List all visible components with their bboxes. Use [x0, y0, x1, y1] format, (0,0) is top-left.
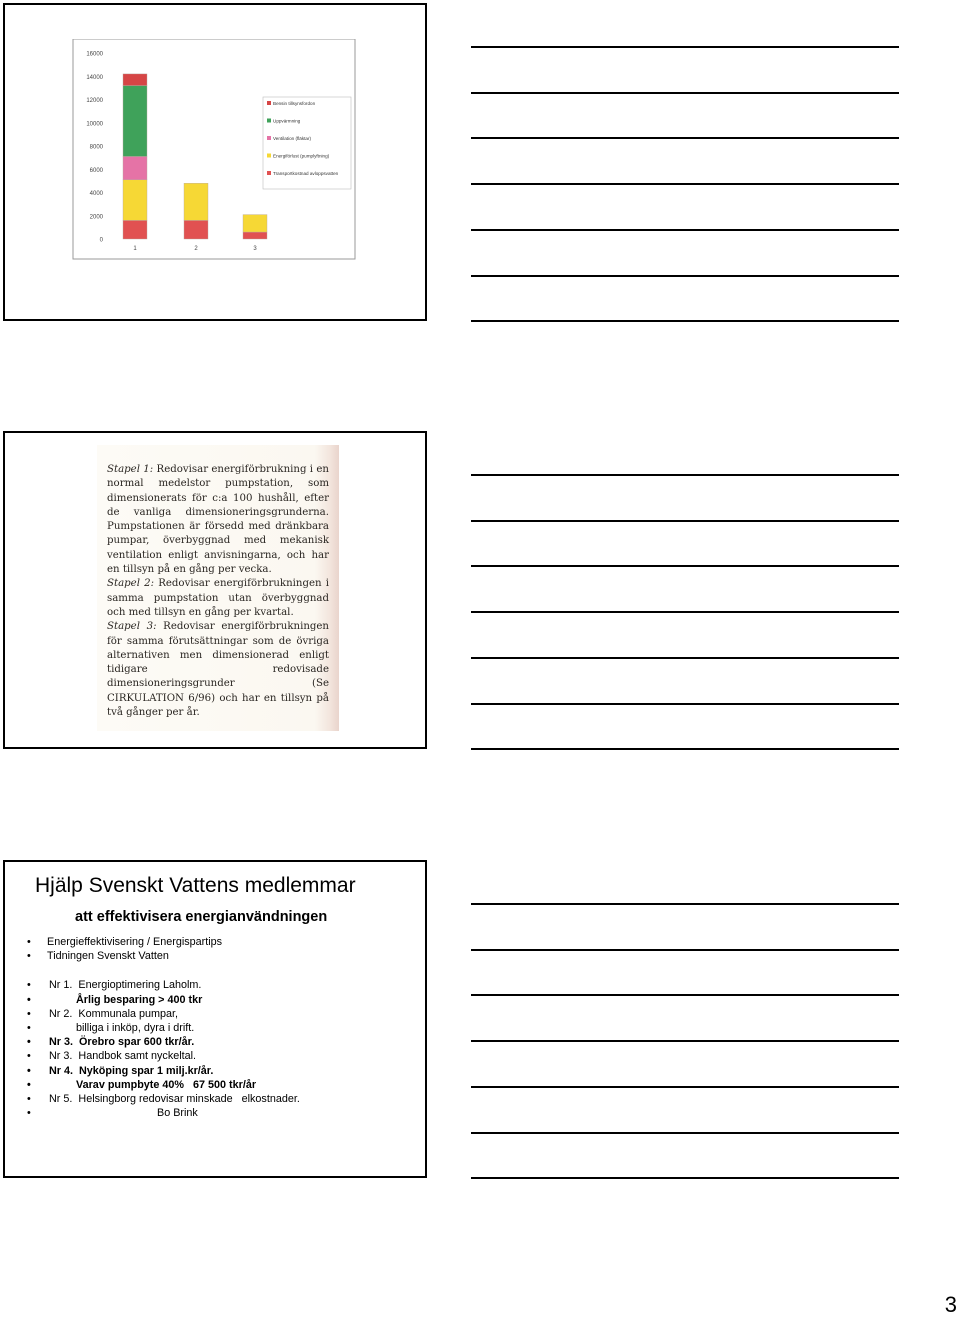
note-line	[471, 903, 899, 905]
list-item: • Nr 2. Kommunala pumpar,	[27, 1007, 179, 1020]
y-tick-label: 12000	[86, 98, 103, 104]
slide-title: Hjälp Svenskt Vattens medlemmar	[35, 874, 356, 897]
scan-paragraph-1	[107, 463, 329, 577]
list-item: • Nr 3. Örebro spar 600 tkr/år.	[27, 1036, 195, 1049]
list-item: • billiga i inköp, dyra i drift.	[27, 1021, 195, 1034]
list-item: • Energieffektivisering / Energispartips	[27, 936, 223, 948]
note-line	[471, 275, 899, 277]
bar-segment	[123, 86, 147, 157]
bar-segment	[123, 74, 147, 86]
legend-swatch	[267, 101, 271, 105]
slide-subtitle: att effektivisera energianvändningen	[75, 909, 328, 925]
note-line	[471, 611, 899, 613]
note-line	[471, 949, 899, 951]
stapel-1-text: Redovisar energiförbrukning i en normal medelstor pumpstation, som dimensionerats för c:a 100 hushåll, efter de vanliga dimensioneringsgrunderna. Pumpstationen är försedd med dränkbara pumpar, överbyggnad med mekanisk ventilation enligt anvisningarna, och har en tillsyn på en gång per vecka.	[107, 464, 329, 576]
bar-segment	[243, 232, 267, 239]
stapel-2-label: Stapel 2:	[107, 578, 155, 590]
note-line	[471, 1040, 899, 1042]
y-tick-label: 6000	[89, 167, 103, 174]
note-line	[471, 137, 899, 139]
list-item: • Nr 1. Energioptimering Laholm.	[27, 979, 202, 992]
list-item: • Tidningen Svenskt Vatten	[27, 950, 169, 963]
list-item: • Nr 3. Handbok samt nyckeltal.	[27, 1050, 197, 1063]
y-tick-label: 2000	[89, 214, 103, 221]
bar-segment	[184, 220, 208, 239]
scan-paragraph-3	[107, 620, 329, 720]
legend-label: Transportkostnad avloppsvatten	[273, 171, 339, 176]
slide-2-scan	[3, 431, 427, 749]
scanned-article	[97, 445, 339, 731]
legend-label: Energiförlust (pumplyftning)	[273, 153, 330, 159]
bullet-list	[27, 935, 427, 1120]
legend-swatch	[267, 171, 271, 175]
list-item: • Bo Brink	[27, 1107, 198, 1120]
page-number: 3	[944, 1292, 957, 1317]
y-tick-label: 16000	[86, 51, 103, 58]
stapel-2-text: Redovisar energiförbrukningen i samma pumpstation utan överbyggnad och med tillsyn en gång per kvartal.	[107, 578, 329, 618]
legend-swatch	[267, 119, 271, 123]
bar-segment	[243, 215, 267, 232]
note-line	[471, 565, 899, 567]
x-tick-label: 1	[133, 246, 137, 252]
slide-3-text	[3, 860, 427, 1178]
note-line	[471, 520, 899, 522]
note-line	[471, 1177, 899, 1179]
note-line	[471, 229, 899, 231]
note-line	[471, 1132, 899, 1134]
y-tick-label: 0	[99, 237, 103, 244]
list-item: • Nr 4. Nyköping spar 1 milj.kr/år.	[27, 1064, 214, 1077]
bar-segment	[184, 183, 208, 220]
x-tick-label: 2	[194, 246, 198, 252]
legend-swatch	[267, 136, 271, 140]
list-item: • Varav pumpbyte 40% 67 500 tkr/år	[27, 1078, 257, 1091]
x-tick-label: 3	[253, 246, 257, 252]
stapel-3-text: Redovisar energiförbrukningen för samma förutsättningar som de övriga alternativen men dimensionerad enligt tidigare redovisade dimensioneringsgrunder (Se CIRKULATION 6/96) och har en tillsyn på två gånger per år.	[107, 621, 329, 719]
note-line	[471, 657, 899, 659]
note-line	[471, 320, 899, 322]
note-line	[471, 994, 899, 996]
legend-label: Bensin tillsynsfordon	[273, 101, 316, 106]
y-tick-label: 8000	[89, 144, 103, 151]
note-line	[471, 92, 899, 94]
legend-swatch	[267, 154, 271, 158]
y-tick-label: 4000	[89, 191, 103, 197]
note-line	[471, 1086, 899, 1088]
note-line	[471, 46, 899, 48]
legend-label: Ventilation (fläktar)	[273, 136, 312, 141]
slide-1-chart	[3, 3, 427, 321]
y-tick-label: 10000	[86, 121, 103, 128]
bar-segment	[123, 156, 147, 179]
stapel-1-label: Stapel 1:	[107, 464, 154, 475]
legend-label: Uppvärmning	[273, 118, 301, 124]
scan-paragraph-2	[107, 577, 329, 620]
stacked-bar-chart	[65, 39, 365, 269]
list-item: • Nr 5. Helsingborg redovisar minskade elkostnader.	[27, 1092, 300, 1105]
scanned-text-block	[107, 463, 329, 720]
note-line	[471, 474, 899, 476]
bar-segment	[123, 220, 147, 239]
stapel-3-label: Stapel 3:	[107, 621, 157, 633]
note-line	[471, 748, 899, 750]
list-item: • Årlig besparing > 400 tkr	[27, 993, 203, 1006]
bar-segment	[123, 180, 147, 221]
note-line	[471, 703, 899, 705]
y-tick-label: 14000	[86, 74, 103, 81]
note-line	[471, 183, 899, 185]
